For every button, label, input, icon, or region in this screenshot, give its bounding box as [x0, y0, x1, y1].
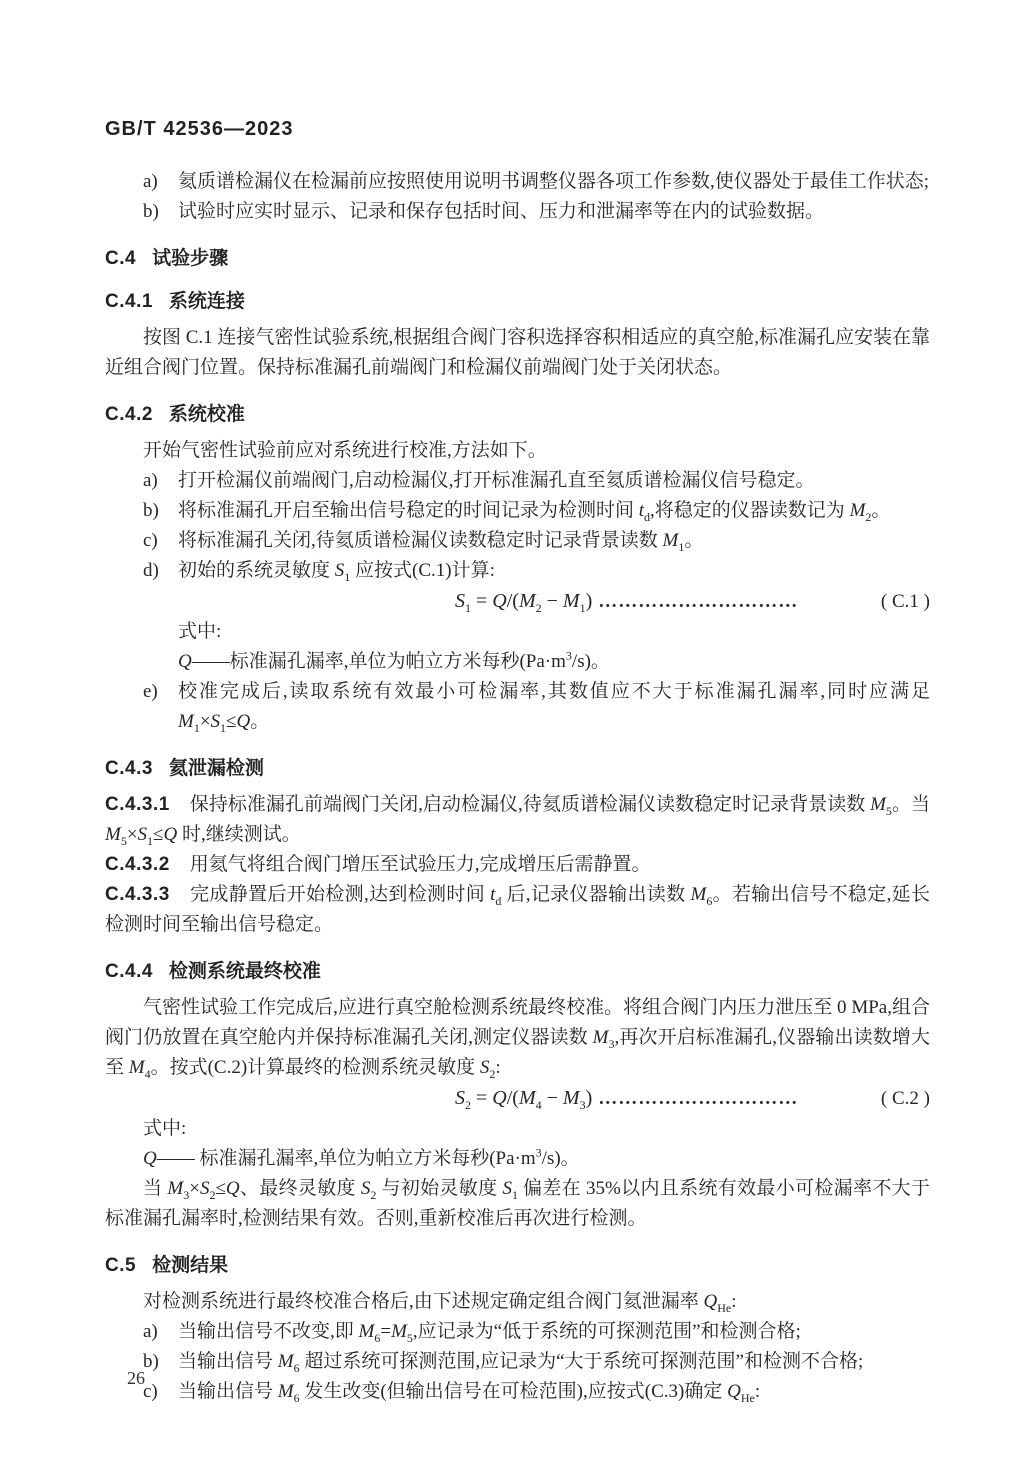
list-label: b) — [143, 201, 159, 222]
heading-title: 检测系统最终校准 — [168, 961, 321, 982]
list-item — [105, 197, 930, 227]
list-label: b) — [143, 500, 159, 521]
heading-c5 — [105, 1250, 930, 1277]
list-label: e) — [143, 681, 158, 702]
formula-number: ( C.1 ) — [880, 591, 930, 612]
paragraph: 气密性试验工作完成后,应进行真空舱检测系统最终校准。将组合阀门内压力泄压至 0 MPa,组合阀门仍放置在真空舱内并保持标准漏孔关闭,测定仪器读数 $M_3$,再次开启标准漏孔,仪器输出读数增大至 $M_4$。按式(C.2)计算最终的检测系统灵敏度 $S_2$: — [105, 997, 930, 1081]
list-text: 试验时应实时显示、记录和保存包括时间、压力和泄漏率等在内的试验数据。 — [178, 201, 825, 222]
heading-title: 试验步骤 — [152, 248, 229, 269]
paragraph: 按图 C.1 连接气密性试验系统,根据组合阀门容积选择容积相适应的真空舱,标准漏孔应安装在靠近组合阀门位置。保持标准漏孔前端阀门和检漏仪前端阀门处于关闭状态。 — [105, 327, 930, 378]
heading-number: C.5 — [105, 1255, 137, 1276]
list-label: a) — [143, 171, 158, 192]
clause-paragraph — [105, 880, 930, 940]
page-number: 26 — [127, 1368, 145, 1388]
list-item — [105, 1347, 930, 1377]
list-text: 当输出信号不改变,即 $M_6=M_5$,应记录为“低于系统的可探测范围”和检测合格; — [178, 1321, 801, 1345]
heading-number: C.4.3 — [105, 758, 153, 779]
list-item — [105, 466, 930, 496]
formula-c2 — [105, 1083, 930, 1114]
heading-c4-3 — [105, 753, 930, 780]
clause-number: C.4.3.3 — [105, 884, 170, 905]
list-item — [105, 496, 930, 526]
list-label: a) — [143, 1321, 158, 1342]
clause-paragraph — [105, 850, 930, 880]
list-item — [105, 526, 930, 556]
clause-text: 保持标准漏孔前端阀门关闭,启动检漏仪,待氦质谱检漏仪读数稳定时记录背景读数 $M_5$。当 $M_5\times S_1\le Q$ 时,继续测试。 — [105, 794, 930, 848]
list-item — [105, 1377, 930, 1407]
clause-text: 完成静置后开始检测,达到检测时间 $t_d$ 后,记录仪器输出读数 $M_6$。若输出信号不稳定,延长检测时间至输出信号稳定。 — [105, 884, 930, 935]
formula-number: ( C.2 ) — [880, 1088, 930, 1109]
list-text: 将标准漏孔开启至输出信号稳定的时间记录为检测时间 $t_d$,将稳定的仪器读数记为 $M_2$。 — [178, 500, 891, 524]
dot-leader: ………………………… — [598, 591, 799, 612]
list-item — [105, 167, 930, 197]
heading-title: 系统连接 — [168, 291, 245, 312]
heading-c4-4 — [105, 956, 930, 983]
heading-number: C.4.2 — [105, 404, 153, 425]
symbol-definition: Q—— 标准漏孔漏率,单位为帕立方米每秒$(Pa\cdot m^3/s)$。 — [143, 1145, 580, 1169]
heading-number: C.4 — [105, 248, 137, 269]
list-label: d) — [143, 560, 159, 581]
where-label: 式中: — [178, 621, 222, 642]
list-text: 打开检漏仪前端阀门,启动检漏仪,打开标准漏孔直至氦质谱检漏仪信号稳定。 — [178, 470, 815, 491]
heading-title: 系统校准 — [168, 404, 245, 425]
clause-paragraph — [105, 790, 930, 850]
list-item — [105, 677, 930, 737]
list-item — [105, 1317, 930, 1347]
heading-c4-1 — [105, 286, 930, 313]
formula-expression: $S_1 = Q/(M_2 - M_1)$ — [455, 590, 593, 615]
list-label: b) — [143, 1351, 159, 1372]
symbol-definition: Q——标准漏孔漏率,单位为帕立方米每秒$(Pa\cdot m^3/s)$。 — [178, 648, 610, 672]
list-item — [105, 556, 930, 586]
heading-title: 检测结果 — [152, 1255, 229, 1276]
heading-number: C.4.4 — [105, 961, 153, 982]
list-label: a) — [143, 470, 158, 491]
list-text: 初始的系统灵敏度 $S_1$ 应按式(C.1)计算: — [178, 560, 495, 584]
paragraph: 开始气密性试验前应对系统进行校准,方法如下。 — [143, 440, 547, 461]
list-text: 将标准漏孔关闭,待氦质谱检漏仪读数稳定时记录背景读数 $M_1$。 — [178, 530, 704, 554]
clause-text: 用氦气将组合阀门增压至试验压力,完成增压后需静置。 — [189, 854, 651, 875]
paragraph: 对检测系统进行最终校准合格后,由下述规定确定组合阀门氦泄漏率 $Q_{He}$: — [143, 1291, 737, 1315]
list-text: 氦质谱检漏仪在检漏前应按照使用说明书调整仪器各项工作参数,使仪器处于最佳工作状态; — [178, 171, 930, 192]
list-label: c) — [143, 1381, 158, 1402]
list-text: 当输出信号 $M_6$ 发生改变(但输出信号在可检范围),应按式(C.3)确定 $Q_{He}$: — [178, 1381, 761, 1405]
formula-c1 — [105, 586, 930, 617]
paragraph: 当 $M_3\times S_2\le Q$、最终灵敏度 $S_2$ 与初始灵敏度 $S_1$ 偏差在 35%以内且系统有效最小可检漏率不大于标准漏孔漏率时,检测结果有效。否则,重新校准后再次进行检测。 — [105, 1178, 930, 1229]
dot-leader: ………………………… — [598, 1088, 799, 1109]
heading-c4 — [105, 243, 930, 270]
heading-number: C.4.1 — [105, 291, 153, 312]
clause-number: C.4.3.2 — [105, 854, 170, 875]
heading-c4-2 — [105, 399, 930, 426]
list-text: 当输出信号 $M_6$ 超过系统可探测范围,应记录为“大于系统可探测范围”和检测不合格; — [178, 1351, 864, 1375]
where-label: 式中: — [143, 1118, 187, 1139]
standard-number-header: GB/T 42536—2023 — [105, 118, 294, 140]
heading-title: 氦泄漏检测 — [168, 758, 264, 779]
list-text: 校准完成后,读取系统有效最小可检漏率,其数值应不大于标准漏孔漏率,同时应满足 $M_1\times S_1\le Q$。 — [178, 681, 930, 735]
clause-number: C.4.3.1 — [105, 794, 170, 815]
list-label: c) — [143, 530, 158, 551]
formula-expression: $S_2 = Q/(M_4 - M_3)$ — [455, 1087, 593, 1112]
